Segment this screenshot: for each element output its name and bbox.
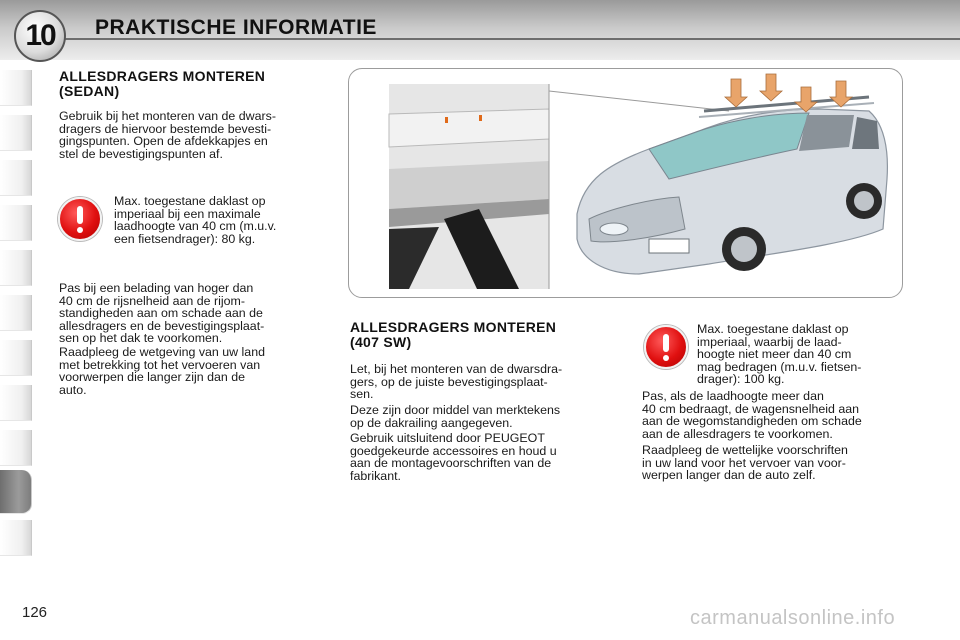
side-tab-3[interactable] — [0, 160, 32, 196]
sedan-para1-line: Pas bij een belading van hoger dan — [59, 281, 254, 295]
chapter-number: 10 — [25, 19, 55, 52]
right-warning-line: Max. toegestane daklast op — [697, 322, 849, 336]
sw-para3-line: goedgekeurde accessoires en houd u — [350, 443, 557, 458]
side-tab-1[interactable] — [0, 70, 32, 106]
side-tab-5[interactable] — [0, 250, 32, 286]
sedan-warning-text — [114, 195, 319, 245]
sedan-para2-line: voorwerpen die langer zijn dan de — [59, 370, 245, 384]
right-paragraph-2 — [642, 444, 904, 482]
sedan-para1-line: sen op het dak te voorkomen. — [59, 331, 223, 345]
sedan-para1-line: 40 cm de rijsnelheid aan de rijom- — [59, 293, 245, 308]
right-warning-text — [697, 323, 904, 386]
sedan-heading-line2: (SEDAN) — [59, 83, 120, 99]
sedan-para2-line: met betrekking tot het vervoeren van — [59, 357, 261, 372]
arrow-2 — [760, 74, 782, 101]
side-tab-9[interactable] — [0, 430, 32, 466]
sedan-heading-line1: ALLESDRAGERS MONTEREN — [59, 68, 266, 84]
right-warning-line: drager): 100 kg. — [697, 372, 785, 386]
arrow-4 — [830, 81, 852, 107]
warning-icon — [644, 325, 688, 369]
page-number: 126 — [22, 604, 48, 621]
sedan-paragraph-1 — [59, 282, 319, 345]
sw-para1-line: sen. — [350, 387, 374, 401]
sedan-paragraph-2 — [59, 346, 319, 396]
right-para2-line: werpen langer dan de auto zelf. — [642, 468, 816, 482]
sedan-intro-line: stel de bevestigingspunten af. — [59, 146, 223, 161]
right-warning-line: hoogte niet meer dan 40 cm — [697, 347, 852, 361]
sw-paragraph-3 — [350, 432, 610, 482]
sedan-intro — [59, 110, 319, 160]
sedan-para2-line: Raadpleeg de wetgeving van uw land — [59, 345, 265, 359]
side-tab-6[interactable] — [0, 295, 32, 331]
sedan-intro-line: Gebruik bij het monteren van de dwars- — [59, 109, 276, 123]
sw-para3-line: Gebruik uitsluitend door PEUGEOT — [350, 431, 545, 445]
side-tab-11[interactable] — [0, 520, 32, 556]
sedan-warning-line: Max. toegestane daklast op — [114, 194, 266, 208]
right-para1-line: 40 cm bedraagt, de wagensnelheid aan — [642, 401, 859, 416]
side-tab-4[interactable] — [0, 205, 32, 241]
right-para1-line: Pas, als de laadhoogte meer dan — [642, 389, 824, 403]
sw-paragraph-2 — [350, 404, 610, 429]
sw-para1-line: Let, bij het monteren van de dwarsdra- — [350, 362, 563, 376]
side-tab-2[interactable] — [0, 115, 32, 151]
side-tab-8[interactable] — [0, 385, 32, 421]
sedan-warning-line: laadhoogte van 40 cm (m.u.v. — [114, 219, 277, 233]
right-paragraph-1 — [642, 390, 904, 440]
sedan-intro-line: dragers de hiervoor bestemde bevesti- — [59, 121, 272, 136]
sedan-warning-line: een fietsendrager): 80 kg. — [114, 231, 256, 246]
right-para1-line: aan de wegomstandigheden om schade — [642, 414, 862, 428]
car-roof-illustration — [349, 69, 903, 298]
sedan-para1-line: standigheden aan om schade aan de — [59, 306, 263, 320]
right-para1-line: aan de allesdragers te voorkomen. — [642, 426, 833, 441]
right-para2-line: Raadpleeg de wettelijke voorschriften — [642, 443, 848, 457]
side-tab-10-active[interactable] — [0, 470, 32, 514]
sedan-heading — [59, 69, 319, 99]
sw-para2-line: op de dakrailing aangegeven. — [350, 415, 513, 430]
sw-para2-line: Deze zijn door middel van merktekens — [350, 403, 561, 417]
sw-heading — [350, 320, 615, 350]
sw-para3-line: aan de montagevoorschriften van de — [350, 456, 552, 470]
sedan-intro-line: gingspunten. Open de afdekkapjes en — [59, 134, 268, 148]
chapter-title: PRAKTISCHE INFORMATIE — [95, 16, 377, 39]
peugeot-407-sw-car — [577, 97, 887, 274]
sedan-para1-line: allesdragers en de bevestigingsplaat- — [59, 318, 265, 333]
sw-para3-line: fabrikant. — [350, 468, 401, 483]
right-para2-line: in uw land voor het vervoer van voor- — [642, 455, 846, 470]
roof-rack-illustration — [348, 68, 903, 298]
sw-heading-line1: ALLESDRAGERS MONTEREN — [350, 319, 557, 335]
watermark: carmanualsonline.info — [690, 607, 896, 629]
right-warning-line: imperiaal, waarbij de laad- — [697, 334, 842, 349]
sw-para1-line: gers, op de juiste bevestigingsplaat- — [350, 374, 548, 389]
sedan-para2-line: auto. — [59, 382, 87, 397]
chapter-side-tabs — [0, 60, 34, 580]
side-tab-7[interactable] — [0, 340, 32, 376]
right-warning-line: mag bedragen (m.u.v. fietsen- — [697, 359, 862, 374]
sw-heading-line2: (407 SW) — [350, 334, 412, 350]
sw-paragraph-1 — [350, 363, 610, 401]
sedan-warning-line: imperiaal bij een maximale — [114, 206, 261, 221]
arrow-1 — [725, 79, 747, 107]
chapter-number-badge — [14, 10, 66, 62]
warning-icon — [58, 197, 102, 241]
